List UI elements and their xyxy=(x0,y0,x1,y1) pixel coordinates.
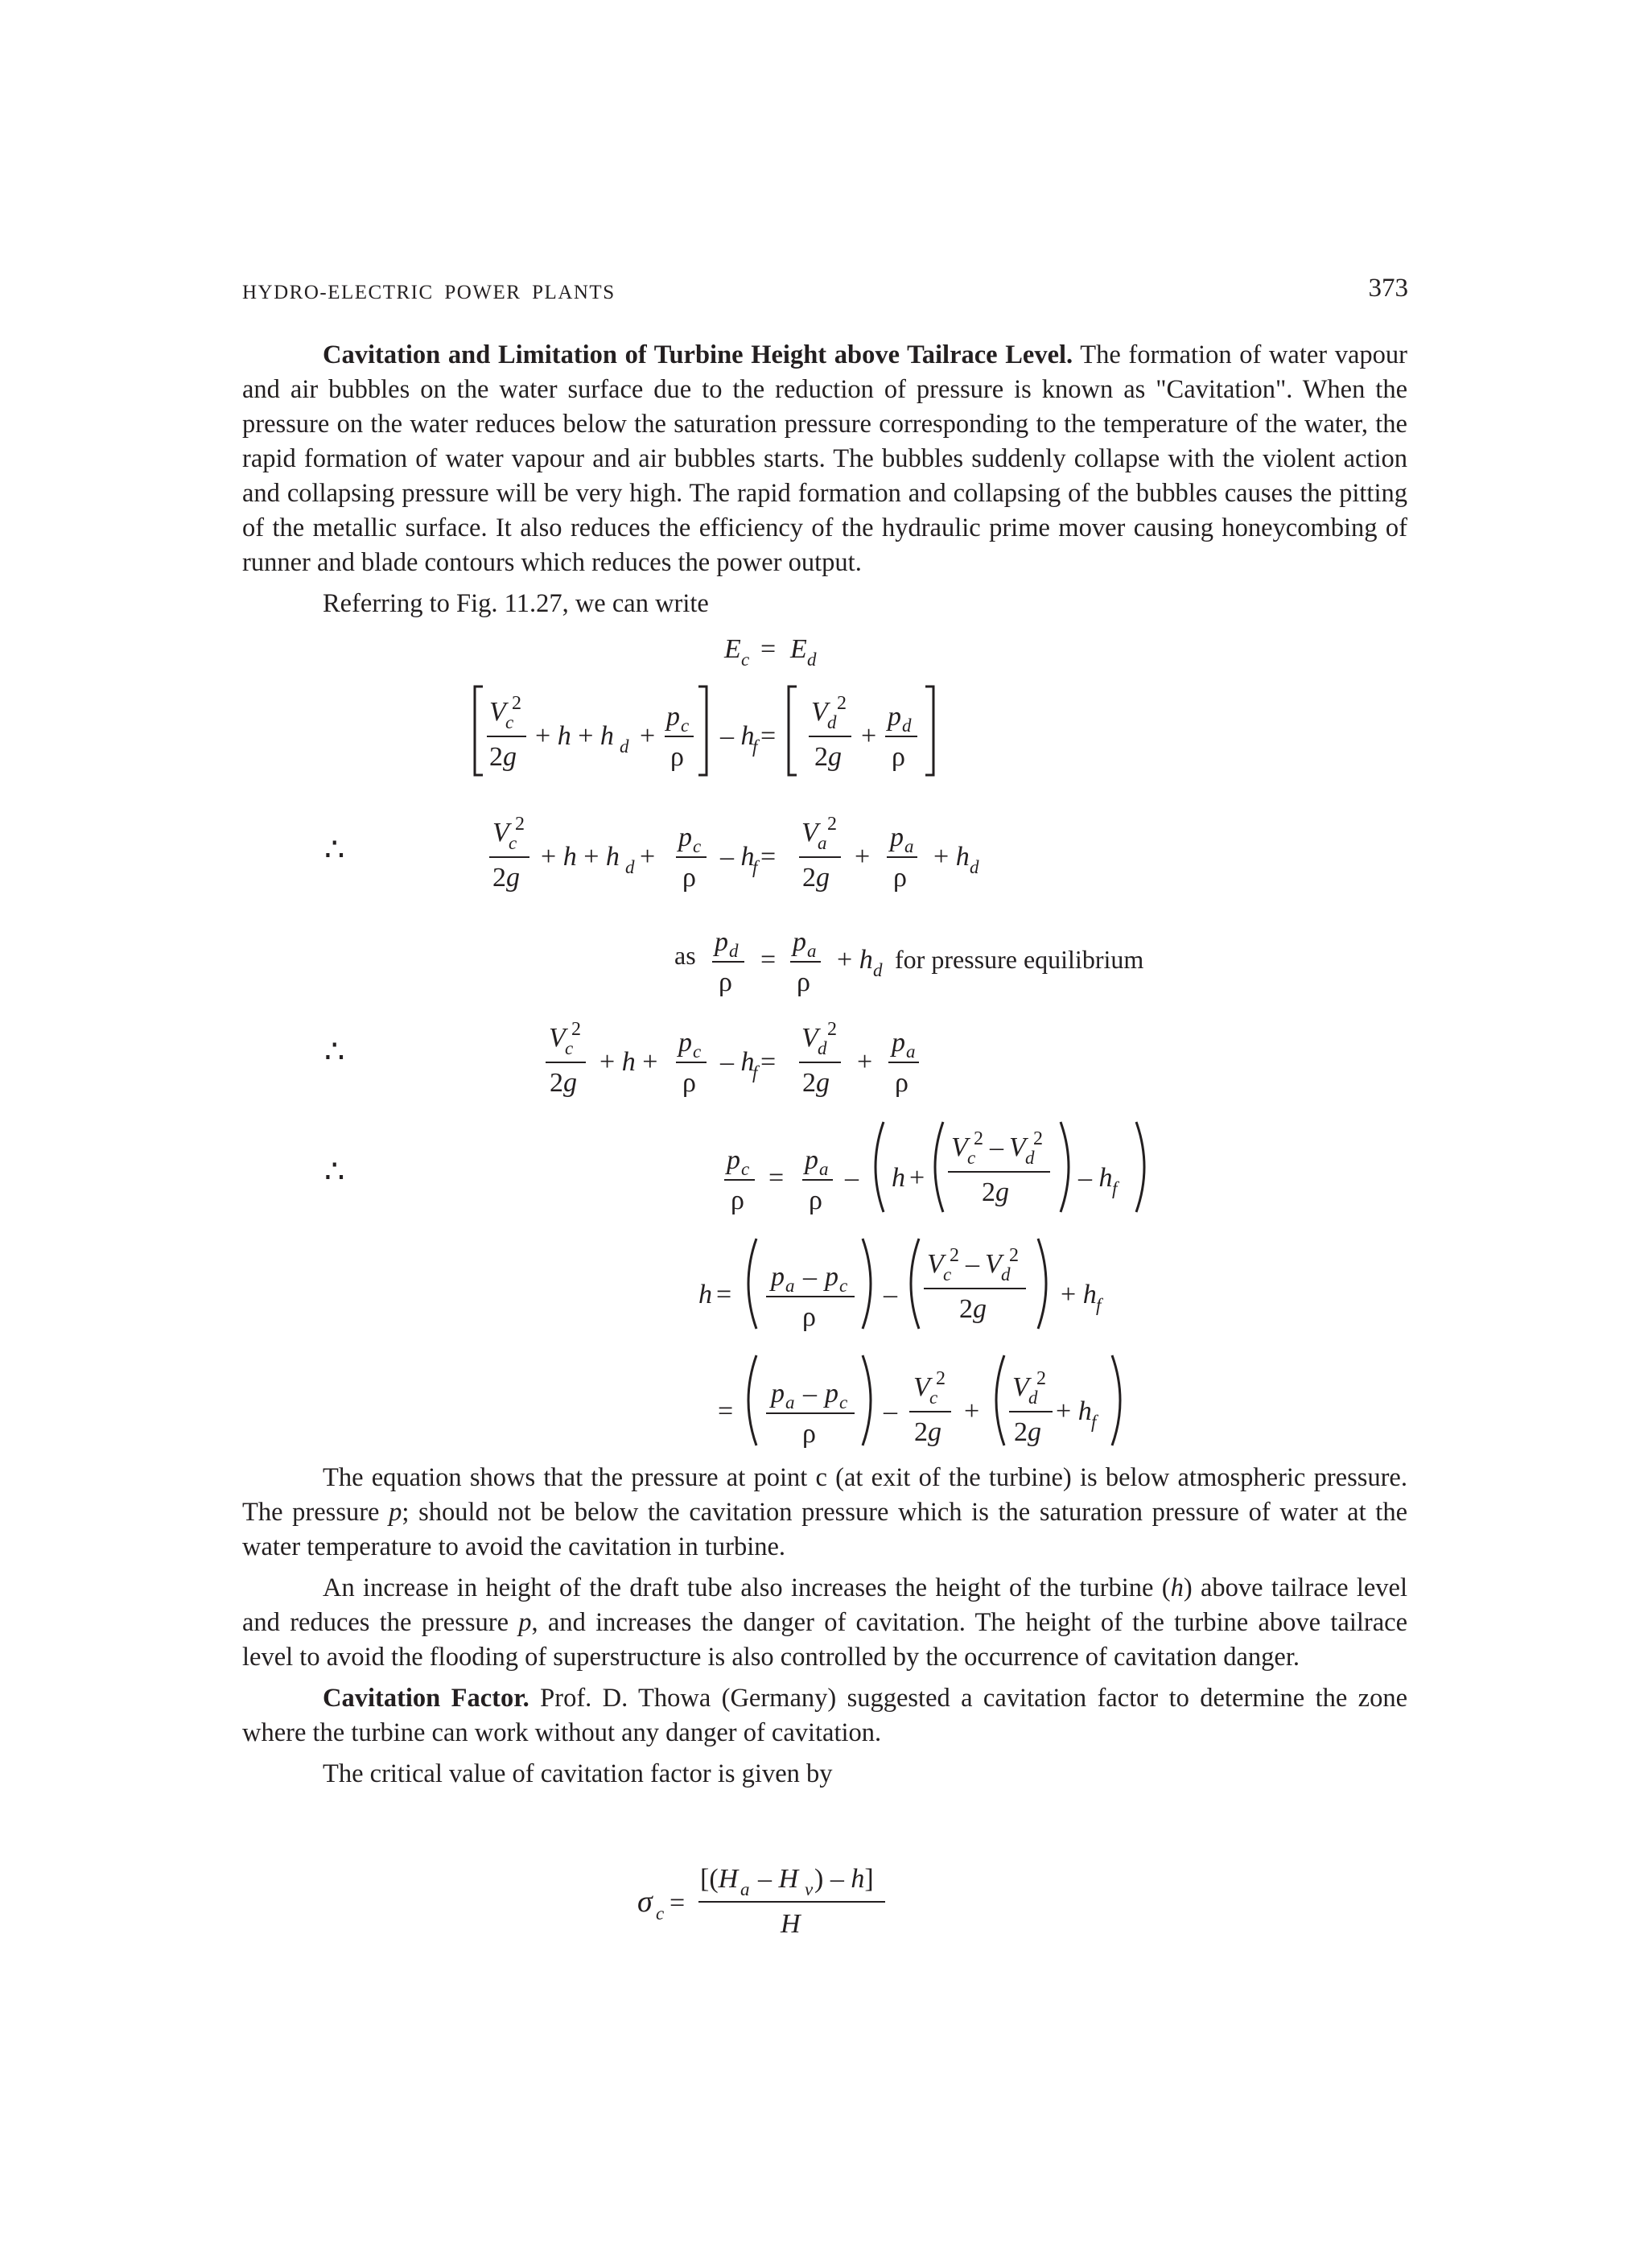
svg-text:2g: 2g xyxy=(492,863,520,893)
svg-text:2g: 2g xyxy=(982,1177,1009,1207)
svg-text:V: V xyxy=(951,1132,968,1162)
svg-text:c: c xyxy=(839,1276,848,1296)
svg-text:2g: 2g xyxy=(814,742,842,772)
svg-text:d: d xyxy=(827,712,837,732)
svg-text:–: – xyxy=(990,1132,1003,1162)
svg-text:2: 2 xyxy=(515,814,525,835)
svg-text:2: 2 xyxy=(1036,1368,1046,1389)
svg-text:–: – xyxy=(803,1262,817,1292)
svg-text:2g: 2g xyxy=(550,1068,577,1098)
svg-text:p: p xyxy=(890,823,904,852)
svg-text:– h: – h xyxy=(720,842,755,872)
equation-height xyxy=(0,1227,1648,1340)
as-word: as xyxy=(674,941,696,970)
draft-var-p: p xyxy=(518,1608,532,1637)
svg-text:=: = xyxy=(760,842,777,872)
equation-energy-balance xyxy=(0,624,1648,672)
svg-text:ρ: ρ xyxy=(682,863,696,893)
svg-text:– h: – h xyxy=(1078,1163,1113,1193)
svg-text:=: = xyxy=(760,634,777,664)
svg-text:h: h xyxy=(892,1163,905,1193)
svg-text:ρ: ρ xyxy=(731,1186,744,1215)
svg-text:p: p xyxy=(727,1145,740,1175)
running-header: HYDRO-ELECTRIC POWER PLANTS xyxy=(242,282,616,303)
svg-text:ρ: ρ xyxy=(802,1419,816,1449)
svg-text:d: d xyxy=(807,649,817,670)
svg-text:2: 2 xyxy=(974,1128,983,1149)
svg-text:=: = xyxy=(716,1280,732,1309)
svg-text:a: a xyxy=(906,1041,916,1062)
draft-part1: An increase in height of the draft tube also increases the height of the turbine ( xyxy=(323,1573,1171,1602)
page-number: 373 xyxy=(1368,274,1408,303)
svg-text:ρ: ρ xyxy=(719,967,732,997)
svg-text:d: d xyxy=(818,1038,827,1058)
svg-text:ρ: ρ xyxy=(893,863,907,893)
equilibrium-note: for pressure equilibrium xyxy=(895,945,1144,974)
svg-text:σ: σ xyxy=(637,1885,653,1919)
svg-text:c: c xyxy=(741,1159,750,1179)
svg-text:d: d xyxy=(620,736,629,757)
eq-expl-part2: ; should not be below the cavitation pressure which is the saturation pressure of water at the water temperature to avoid the cavitation in turbine. xyxy=(242,1498,1407,1561)
svg-text:2: 2 xyxy=(827,814,837,835)
equation-explanation-paragraph xyxy=(242,1461,1407,1565)
intro-section xyxy=(242,338,1407,621)
svg-text:c: c xyxy=(693,836,702,856)
svg-text:p: p xyxy=(666,702,680,732)
referring-line: Referring to Fig. 11.27, we can write xyxy=(323,589,709,618)
svg-text:– h: – h xyxy=(720,721,755,751)
section-heading-cavitation-factor: Cavitation Factor. xyxy=(323,1684,529,1713)
svg-text:c: c xyxy=(681,715,690,736)
svg-text:2: 2 xyxy=(1033,1128,1043,1149)
svg-text:d: d xyxy=(625,857,635,877)
svg-text:) – h]: ) – h] xyxy=(814,1864,874,1894)
svg-text:a: a xyxy=(904,836,914,856)
svg-text:=: = xyxy=(768,1163,785,1193)
svg-text:V: V xyxy=(1009,1132,1026,1162)
draft-part2: ) above tailrace level and reduces the pressure xyxy=(242,1573,1407,1637)
therefore-symbol-1: ∴ xyxy=(324,831,345,868)
svg-text:2: 2 xyxy=(936,1368,946,1389)
cavitation-text: The formation of water vapour and air bubbles on the water surface due to the reduction of pressure is known as "Cavitation". When the pressure on the water reduces below the saturation pressure corresponding to the temperature of the water, the rapid formation of water vapour and air bubbles starts. The bubbles suddenly collapse with the violent action and collapsing pressure will be very high. The rapid formation and collapsing of the bubbles causes the pitting of the metallic surface. It also reduces the efficiency of the hydraulic prime mover causing honeycombing of runner and blade contours which reduces the power output. xyxy=(242,340,1407,577)
equation-pressure-equilibrium xyxy=(0,913,1648,1010)
svg-text:2g: 2g xyxy=(959,1294,987,1324)
svg-text:a: a xyxy=(785,1276,795,1296)
equation-cavitation-factor xyxy=(0,1847,1648,1952)
svg-text:p: p xyxy=(771,1262,785,1292)
svg-text:p: p xyxy=(678,823,692,852)
svg-text:ρ: ρ xyxy=(682,1068,696,1098)
critical-value-line: The critical value of cavitation factor is given by xyxy=(323,1759,833,1788)
svg-text:c: c xyxy=(943,1264,952,1285)
svg-text:c: c xyxy=(839,1392,848,1412)
svg-text:p: p xyxy=(825,1379,838,1408)
svg-text:p: p xyxy=(678,1028,692,1058)
svg-text:–: – xyxy=(884,1280,897,1309)
svg-text:V: V xyxy=(489,697,506,727)
svg-text:2g: 2g xyxy=(1014,1417,1041,1447)
svg-text:h: h xyxy=(698,1280,712,1309)
svg-text:–: – xyxy=(803,1379,817,1408)
svg-text:2: 2 xyxy=(950,1245,959,1266)
svg-text:E: E xyxy=(724,634,741,664)
discussion-section xyxy=(242,1461,1407,1792)
svg-text:c: c xyxy=(509,833,517,853)
svg-text:+ h: + h xyxy=(1061,1280,1097,1309)
equation-expanded xyxy=(0,801,1648,897)
equation-height-expanded xyxy=(0,1344,1648,1457)
svg-text:ρ: ρ xyxy=(802,1302,816,1332)
svg-text:f: f xyxy=(752,857,758,877)
svg-text:V: V xyxy=(985,1249,1002,1279)
svg-text:–: – xyxy=(845,1163,859,1193)
draft-part3: , and increases the danger of cavitation. The height of the turbine above tailrace level to avoid the flooding of superstructure is also controlled by the occurrence of cavitation danger. xyxy=(242,1608,1407,1672)
svg-text:d: d xyxy=(970,857,979,877)
section-heading-cavitation: Cavitation and Limitation of Turbine Height above Tailrace Level. xyxy=(323,340,1073,369)
svg-text:+: + xyxy=(857,1047,873,1077)
svg-text:– H: – H xyxy=(758,1864,799,1894)
svg-text:p: p xyxy=(715,927,728,957)
therefore-symbol-2: ∴ xyxy=(324,1033,345,1070)
svg-text:a: a xyxy=(819,1159,829,1179)
svg-text:2g: 2g xyxy=(802,863,830,893)
svg-text:p: p xyxy=(825,1262,838,1292)
svg-text:+: + xyxy=(909,1163,925,1193)
draft-tube-paragraph xyxy=(242,1571,1407,1675)
svg-text:p: p xyxy=(793,927,806,957)
svg-text:+ h: + h xyxy=(1056,1396,1092,1426)
svg-text:V: V xyxy=(927,1249,944,1279)
svg-text:E: E xyxy=(790,634,807,664)
svg-text:p: p xyxy=(888,702,901,732)
svg-text:V: V xyxy=(549,1023,566,1053)
svg-text:2: 2 xyxy=(1009,1245,1019,1266)
svg-text:c: c xyxy=(693,1041,702,1062)
svg-text:f: f xyxy=(1096,1295,1102,1315)
svg-text:ρ: ρ xyxy=(892,742,905,772)
svg-text:+ h: + h xyxy=(933,842,970,872)
svg-text:+: + xyxy=(855,842,871,872)
svg-text:+ h +: + h + xyxy=(599,1047,658,1077)
svg-text:a: a xyxy=(785,1392,795,1412)
svg-text:+: + xyxy=(861,721,877,751)
svg-text:p: p xyxy=(805,1145,818,1175)
svg-text:2g: 2g xyxy=(914,1417,941,1447)
svg-text:–: – xyxy=(966,1249,979,1279)
svg-text:d: d xyxy=(729,941,739,961)
svg-text:ρ: ρ xyxy=(797,967,810,997)
svg-text:ρ: ρ xyxy=(809,1186,822,1215)
svg-text:V: V xyxy=(811,697,828,727)
svg-text:2: 2 xyxy=(571,1019,581,1040)
equation-exit-pressure xyxy=(0,1111,1648,1223)
svg-text:2: 2 xyxy=(827,1019,837,1040)
svg-text:2: 2 xyxy=(837,693,847,714)
svg-text:c: c xyxy=(967,1148,976,1168)
svg-text:f: f xyxy=(752,1062,758,1082)
svg-text:c: c xyxy=(741,649,750,670)
svg-text:=: = xyxy=(718,1396,734,1426)
svg-text:+ h + h: + h + h xyxy=(535,721,614,751)
svg-text:[(H: [(H xyxy=(700,1864,739,1894)
eq-expl-part1: The equation shows that the pressure at point c (at exit of the turbine) is below atmospheric pressure. The pressure xyxy=(242,1463,1407,1527)
svg-text:V: V xyxy=(1012,1372,1029,1402)
svg-text:d: d xyxy=(1025,1148,1035,1168)
cavitation-factor-text: Prof. D. Thowa (Germany) suggested a cavitation factor to determine the zone where the turbine can work without any danger of cavitation. xyxy=(242,1684,1407,1747)
svg-text:+ h: + h xyxy=(837,945,873,975)
svg-text:ρ: ρ xyxy=(895,1068,908,1098)
svg-text:d: d xyxy=(1028,1388,1038,1408)
svg-text:2: 2 xyxy=(512,693,521,714)
svg-text:– h: – h xyxy=(720,1047,755,1077)
eq-expl-var-p: p xyxy=(389,1498,402,1527)
svg-text:a: a xyxy=(807,941,817,961)
svg-text:d: d xyxy=(1001,1264,1011,1285)
equation-bracketed xyxy=(0,680,1648,785)
svg-text:ρ: ρ xyxy=(670,742,684,772)
svg-text:c: c xyxy=(565,1038,574,1058)
svg-text:+ h + h: + h + h xyxy=(541,842,620,872)
svg-text:p: p xyxy=(771,1379,785,1408)
cavitation-factor-paragraph xyxy=(242,1681,1407,1750)
svg-text:a: a xyxy=(740,1879,750,1899)
svg-text:d: d xyxy=(873,960,883,980)
svg-text:V: V xyxy=(801,1023,818,1053)
svg-text:f: f xyxy=(1112,1178,1118,1198)
svg-text:V: V xyxy=(913,1372,930,1402)
svg-text:=: = xyxy=(670,1888,686,1918)
svg-text:+: + xyxy=(640,842,656,872)
svg-text:v: v xyxy=(805,1879,814,1899)
svg-text:H: H xyxy=(781,1909,801,1939)
cavitation-paragraph xyxy=(242,338,1407,580)
svg-text:f: f xyxy=(752,736,758,757)
svg-text:p: p xyxy=(892,1028,905,1058)
svg-text:V: V xyxy=(801,818,818,847)
svg-text:=: = xyxy=(760,721,777,751)
svg-text:c: c xyxy=(656,1903,665,1924)
svg-text:a: a xyxy=(818,833,827,853)
draft-var-h: h xyxy=(1170,1573,1184,1602)
svg-text:2g: 2g xyxy=(802,1068,830,1098)
equation-simplified xyxy=(0,1006,1648,1103)
therefore-symbol-3: ∴ xyxy=(324,1153,345,1190)
svg-text:–: – xyxy=(884,1396,897,1426)
svg-text:2g: 2g xyxy=(489,742,517,772)
svg-text:f: f xyxy=(1091,1412,1097,1432)
svg-text:=: = xyxy=(760,1047,777,1077)
svg-text:c: c xyxy=(929,1388,938,1408)
svg-text:+: + xyxy=(640,721,656,751)
svg-text:+: + xyxy=(964,1396,980,1426)
svg-text:V: V xyxy=(492,818,509,847)
svg-text:d: d xyxy=(902,715,912,736)
svg-text:=: = xyxy=(760,945,777,975)
svg-text:c: c xyxy=(505,712,514,732)
